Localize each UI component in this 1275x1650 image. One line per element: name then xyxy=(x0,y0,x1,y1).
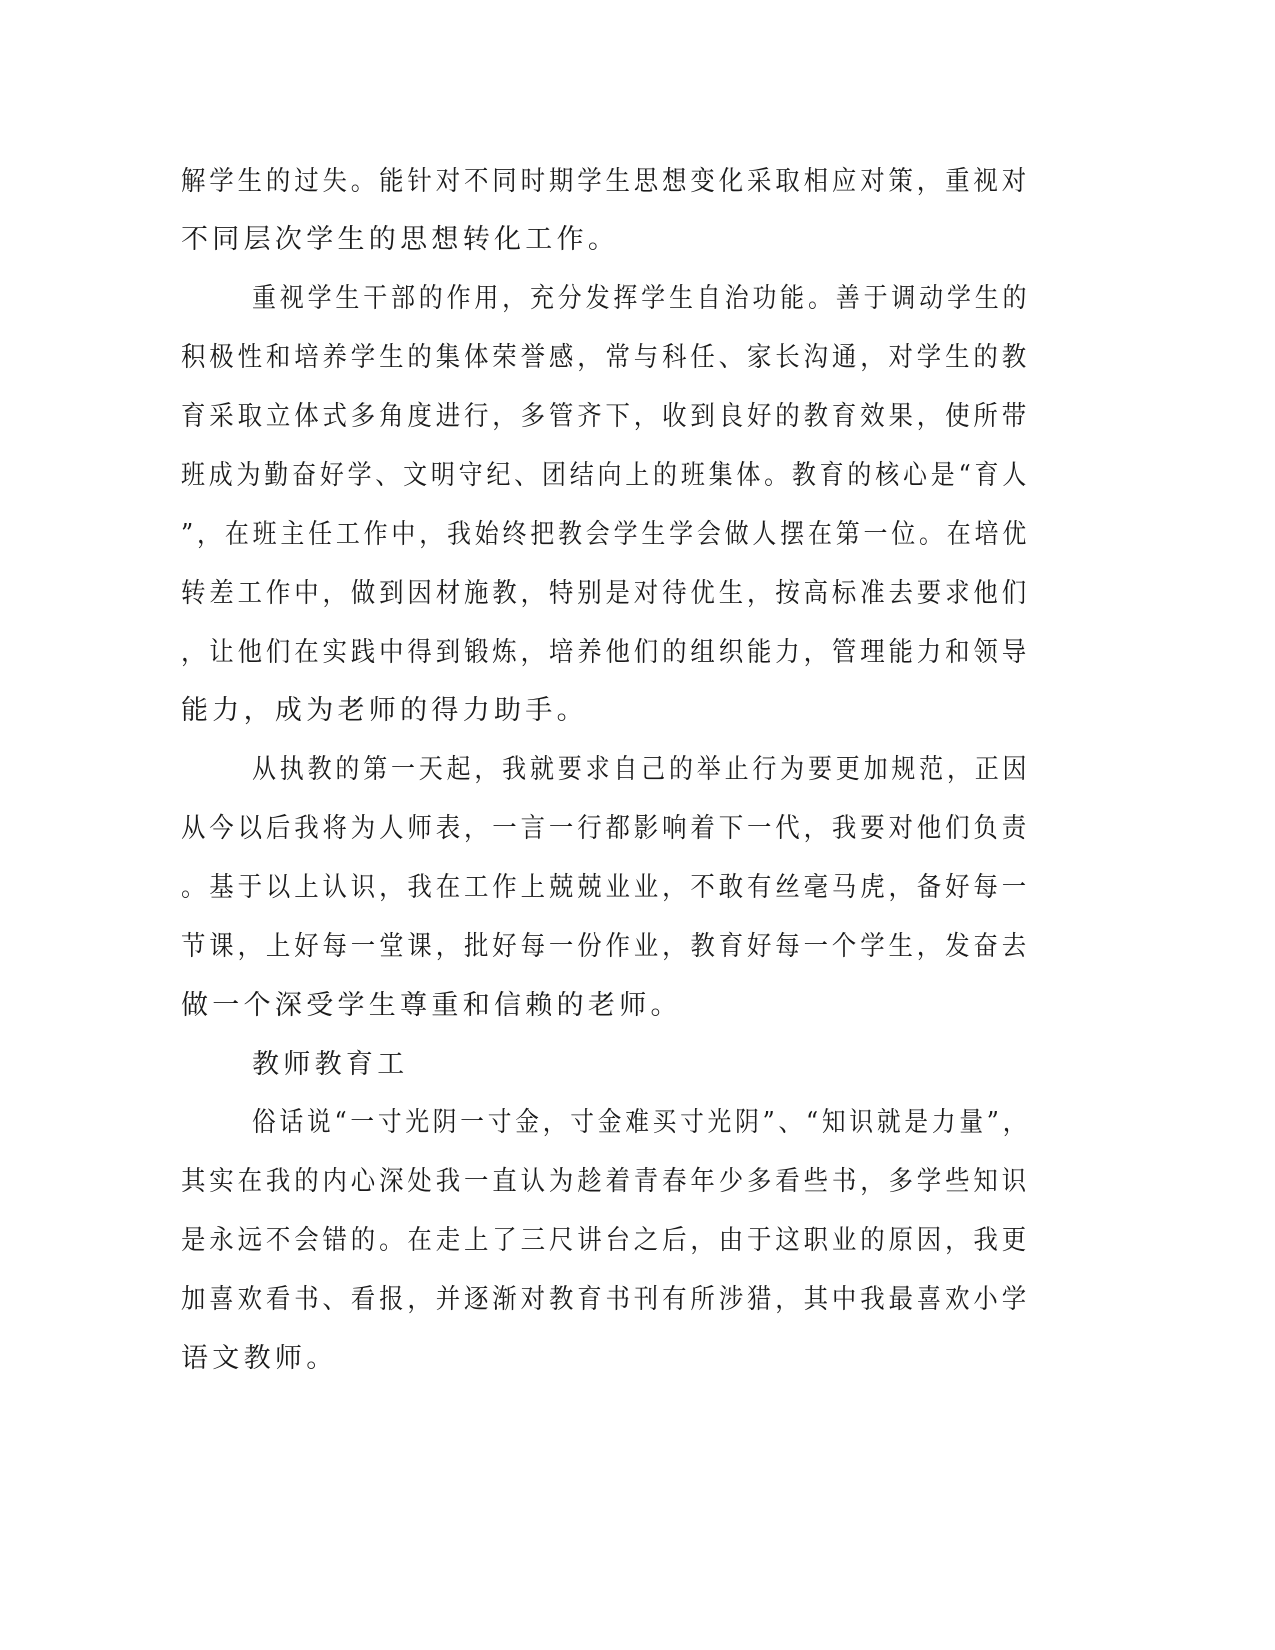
text-line: 积极性和培养学生的集体荣誉感，常与科任、家长沟通，对学生的教 xyxy=(181,342,1030,373)
text-line: ”，在班主任工作中，我始终把教会学生学会做人摆在第一位。在培优 xyxy=(181,519,1031,550)
text-line: 能力，成为老师的得力助手。 xyxy=(181,695,588,726)
text-line: 育采取立体式多角度进行，多管齐下，收到良好的教育效果，使所带 xyxy=(181,401,1030,432)
text-line: 加喜欢看书、看报，并逐渐对教育书刊有所涉猎，其中我最喜欢小学 xyxy=(181,1284,1030,1315)
text-line: 节课，上好每一堂课，批好每一份作业，教育好每一个学生，发奋去 xyxy=(181,931,1030,962)
paragraph-start-line: 重视学生干部的作用，充分发挥学生自治功能。善于调动学生的 xyxy=(252,283,1031,314)
text-line: 转差工作中，做到因材施教，特别是对待优生，按高标准去要求他们 xyxy=(181,578,1030,609)
text-line: ，让他们在实践中得到锻炼，培养他们的组织能力，管理能力和领导 xyxy=(181,637,1030,668)
text-line: 不同层次学生的思想转化工作。 xyxy=(181,224,620,255)
text-line: 其实在我的内心深处我一直认为趁着青春年少多看些书，多学些知识 xyxy=(181,1166,1030,1197)
paragraph-start-line: 从执教的第一天起，我就要求自己的举止行为要更加规范，正因 xyxy=(252,754,1031,785)
text-line: 语文教师。 xyxy=(181,1343,338,1374)
section-heading: 教师教育工 xyxy=(252,1049,409,1080)
text-line: 从今以后我将为人师表，一言一行都影响着下一代，我要对他们负责 xyxy=(181,813,1030,844)
text-line: 。基于以上认识，我在工作上兢兢业业，不敢有丝毫马虎，备好每一 xyxy=(181,872,1030,903)
text-line: 解学生的过失。能针对不同时期学生思想变化采取相应对策，重视对 xyxy=(181,166,1030,197)
text-line: 做一个深受学生尊重和信赖的老师。 xyxy=(181,990,682,1021)
paragraph-start-line: 俗话说“一寸光阴一寸金，寸金难买寸光阴”、“知识就是力量”， xyxy=(252,1107,1031,1138)
text-line: 班成为勤奋好学、文明守纪、团结向上的班集体。教育的核心是“育人 xyxy=(181,460,1031,491)
text-line: 是永远不会错的。在走上了三尺讲台之后，由于这职业的原因，我更 xyxy=(181,1225,1030,1256)
